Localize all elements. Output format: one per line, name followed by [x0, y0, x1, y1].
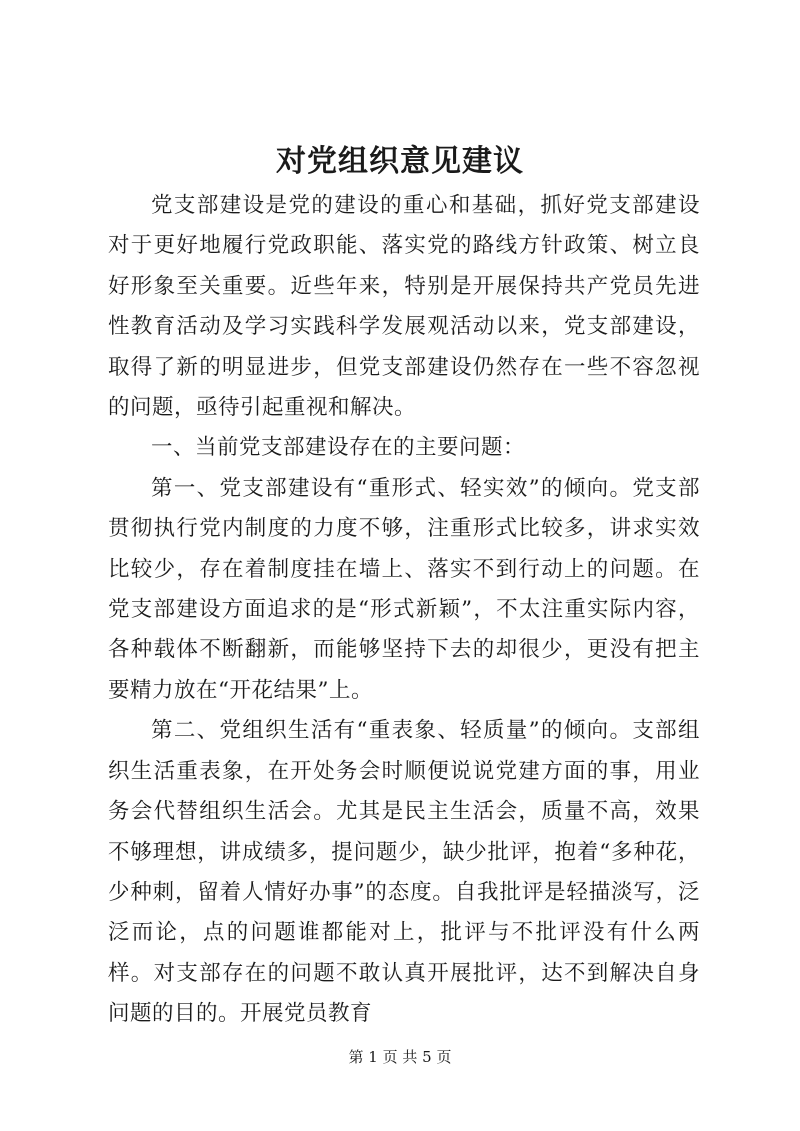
- page-number-label: 第 1 页 共 5 页: [348, 1048, 452, 1066]
- paragraph-section-heading: 一、当前党支部建设存在的主要问题：: [151, 435, 526, 461]
- page-title: 对党组织意见建议: [276, 144, 524, 179]
- paragraph-issue-one: 第一、党支部建设有“重形式、轻实效”的倾向。党支部贯彻执行党内制度的力度不够，注重形式比较多，讲求实效比较少，存在着制度挂在墙上、落实不到行动上的问题。在党支部建设方面追求的是“形式新颖”，不太注重实际内容，各种载体不断翻新，而能够坚持下去的却很少，更没有把主要精力放在“开花结果”上。: [108, 475, 700, 703]
- paragraph-intro: 党支部建设是党的建设的重心和基础，抓好党支部建设对于更好地履行党政职能、落实党的路线方针政策、树立良好形象至关重要。近些年来，特别是开展保持共产党员先进性教育活动及学习实践科学发展观活动以来，党支部建设，取得了新的明显进步，但党支部建设仍然存在一些不容忽视的问题，亟待引起重视和解决。: [108, 193, 700, 421]
- page-footer: [0, 1046, 800, 1068]
- document-body: [108, 186, 700, 1035]
- paragraph-issue-two: 第二、党组织生活有“重表象、轻质量”的倾向。支部组织生活重表象，在开处务会时顺便说说党建方面的事，用业务会代替组织生活会。尤其是民主生活会，质量不高，效果不够理想，讲成绩多，提问题少，缺少批评，抱着“多种花，少种刺，留着人情好办事”的态度。自我批评是轻描淡写，泛泛而论，点的问题谁都能对上，批评与不批评没有什么两样。对支部存在的问题不敢认真开展批评，达不到解决自身问题的目的。开展党员教育: [108, 718, 700, 1027]
